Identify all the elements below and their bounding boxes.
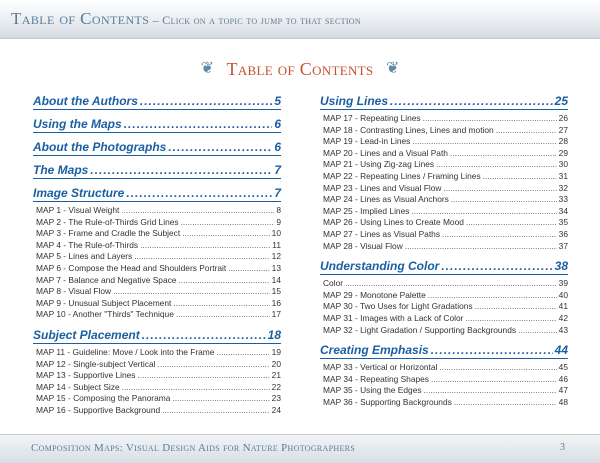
dot-leader xyxy=(412,136,556,148)
dot-leader xyxy=(431,343,553,358)
toc-left-column xyxy=(33,94,281,417)
dot-leader xyxy=(228,263,269,275)
toc-item-label: The Maps xyxy=(33,163,89,177)
toc-item-page: 17 xyxy=(271,309,281,320)
toc-entry-link[interactable] xyxy=(33,286,281,298)
dot-leader xyxy=(411,206,556,218)
toc-section-link[interactable] xyxy=(320,94,568,110)
dot-leader xyxy=(142,328,266,343)
toc-entry-link[interactable] xyxy=(33,359,281,371)
toc-entry-link[interactable] xyxy=(320,301,568,313)
toc-section-link[interactable] xyxy=(33,163,281,179)
toc-item-label: MAP 10 - Another "Thirds" Technique xyxy=(36,309,174,320)
toc-item-page: 40 xyxy=(558,289,568,300)
dot-leader xyxy=(124,117,273,132)
dot-leader xyxy=(443,183,556,195)
dot-leader xyxy=(176,309,270,321)
dot-leader xyxy=(182,228,270,240)
dot-leader xyxy=(390,94,553,109)
dot-leader xyxy=(441,259,552,274)
toc-entry-link[interactable] xyxy=(320,385,568,397)
toc-section-link[interactable] xyxy=(33,117,281,133)
toc-entry-link[interactable] xyxy=(320,325,568,337)
dot-leader xyxy=(181,217,275,229)
dot-leader xyxy=(157,359,269,371)
toc-entry-link[interactable] xyxy=(33,275,281,287)
toc-heading-text: Table of Contents xyxy=(226,59,374,79)
toc-section-link[interactable] xyxy=(33,140,281,156)
toc-item-label: Using Lines xyxy=(320,94,389,108)
toc-item-label: About the Photographs xyxy=(33,140,167,154)
dot-leader xyxy=(483,171,557,183)
footer-book-title: Composition Maps: Visual Design Aids for Nature Photographers xyxy=(31,442,356,454)
toc-item-label: MAP 29 - Monotone Palette xyxy=(323,289,426,300)
dot-leader xyxy=(428,290,557,302)
toc-entry-link[interactable] xyxy=(33,228,281,240)
dot-leader xyxy=(442,229,557,241)
toc-item-label: MAP 34 - Repeating Shapes xyxy=(323,373,429,384)
toc-item-page: 30 xyxy=(558,159,568,170)
toc-item-label: MAP 19 - Lead-in Lines xyxy=(323,136,411,147)
toc-item-page: 45 xyxy=(558,362,568,373)
toc-entry-link[interactable] xyxy=(320,278,568,290)
toc-entry-link[interactable] xyxy=(320,374,568,386)
toc-item-label: MAP 16 - Supportive Background xyxy=(36,404,161,415)
dot-leader xyxy=(140,240,270,252)
toc-item-page: 36 xyxy=(558,228,568,239)
toc-item-page: 44 xyxy=(554,343,568,358)
toc-item-page: 24 xyxy=(271,404,281,415)
dot-leader xyxy=(216,347,269,359)
toc-item-page: 27 xyxy=(558,124,568,135)
toc-item-label: MAP 6 - Compose the Head and Shoulders Portrait xyxy=(36,262,227,273)
toc-item-page: 26 xyxy=(558,113,568,123)
toc-entry-link[interactable] xyxy=(320,159,568,171)
toc-entry-link[interactable] xyxy=(33,393,281,405)
dot-leader xyxy=(168,140,272,155)
toc-item-page: 34 xyxy=(558,205,568,216)
toc-right-column xyxy=(320,94,568,408)
toc-item-page: 9 xyxy=(276,216,281,227)
dot-leader xyxy=(126,186,272,201)
toc-item-label: MAP 23 - Lines and Visual Flow xyxy=(323,182,442,193)
toc-item-page: 43 xyxy=(558,324,568,335)
header-bar xyxy=(0,0,600,39)
toc-section-link[interactable] xyxy=(320,259,568,275)
toc-entry-link[interactable] xyxy=(320,290,568,302)
dot-leader xyxy=(451,194,557,206)
toc-item-label: MAP 32 - Light Gradation / Supporting Backgrounds xyxy=(323,324,517,335)
dot-leader xyxy=(466,217,557,229)
toc-entry-link[interactable] xyxy=(320,397,568,409)
toc-item-label: MAP 1 - Visual Weight xyxy=(36,205,120,215)
dot-leader xyxy=(140,94,272,109)
toc-entry-link[interactable] xyxy=(33,251,281,263)
toc-item-page: 6 xyxy=(274,117,281,131)
toc-item-page: 39 xyxy=(558,278,568,289)
toc-item-label: MAP 15 - Composing the Panorama xyxy=(36,393,171,404)
toc-item-label: Image Structure xyxy=(33,186,125,200)
header-subtitle: – Click on a topic to jump to that section xyxy=(149,13,361,27)
toc-heading xyxy=(0,58,600,80)
toc-item-label: MAP 7 - Balance and Negative Space xyxy=(36,274,177,285)
toc-entry-link[interactable] xyxy=(33,240,281,252)
dot-leader xyxy=(518,325,557,337)
dot-leader xyxy=(450,148,557,160)
toc-item-label: MAP 36 - Supporting Backgrounds xyxy=(323,396,452,407)
toc-entry-link[interactable] xyxy=(33,370,281,382)
toc-item-label: Subject Placement xyxy=(33,327,140,342)
toc-item-label: MAP 4 - The Rule-of-Thirds xyxy=(36,239,139,250)
toc-item-label: MAP 21 - Using Zig-zag Lines xyxy=(323,159,435,170)
toc-item-page: 29 xyxy=(558,147,568,158)
toc-item-label: MAP 33 - Vertical or Horizontal xyxy=(323,362,438,373)
toc-entry-link[interactable] xyxy=(320,206,568,218)
toc-entry-link[interactable] xyxy=(33,205,281,217)
toc-item-label: MAP 12 - Single-subject Vertical xyxy=(36,358,156,369)
toc-item-label: MAP 30 - Two Uses for Light Gradations xyxy=(323,301,473,312)
dot-leader xyxy=(90,163,272,178)
toc-item-label: MAP 17 - Repeating Lines xyxy=(323,113,421,123)
toc-section-link[interactable] xyxy=(320,343,568,359)
toc-entry-link[interactable] xyxy=(33,405,281,417)
toc-item-page: 42 xyxy=(558,312,568,323)
toc-item-page: 48 xyxy=(558,396,568,407)
toc-entry-link[interactable] xyxy=(320,148,568,160)
dot-leader xyxy=(424,385,557,397)
toc-item-page: 38 xyxy=(554,259,568,274)
toc-section-link[interactable] xyxy=(33,328,281,344)
toc-item-label: Color xyxy=(323,278,344,289)
toc-item-page: 28 xyxy=(558,136,568,147)
toc-entry-link[interactable] xyxy=(33,263,281,275)
toc-entry-link[interactable] xyxy=(320,136,568,148)
toc-entry-link[interactable] xyxy=(320,362,568,374)
dot-leader xyxy=(162,405,270,417)
toc-item-label: MAP 3 - Frame and Cradle the Subject xyxy=(36,228,181,239)
toc-item-label: MAP 18 - Contrasting Lines, Lines and motion xyxy=(323,124,494,135)
dot-leader xyxy=(122,382,270,394)
toc-item-label: MAP 14 - Subject Size xyxy=(36,381,120,392)
header-title-main: Table of Contents xyxy=(11,9,150,28)
scroll-ornament-icon: ❦ xyxy=(200,60,215,77)
toc-entry-link[interactable] xyxy=(33,309,281,321)
dot-leader xyxy=(134,251,269,263)
footer-bar xyxy=(0,434,600,463)
toc-item-label: MAP 22 - Repeating Lines / Framing Lines xyxy=(323,170,481,181)
toc-entry-link[interactable] xyxy=(33,298,281,310)
toc-item-label: MAP 5 - Lines and Layers xyxy=(36,251,133,262)
dot-leader xyxy=(172,393,269,405)
toc-item-label: MAP 25 - Implied Lines xyxy=(323,205,410,216)
toc-entry-link[interactable] xyxy=(33,382,281,394)
dot-leader xyxy=(121,205,274,217)
toc-item-label: MAP 2 - The Rule-of-Thirds Grid Lines xyxy=(36,216,179,227)
toc-item-page: 15 xyxy=(271,286,281,297)
toc-item-label: MAP 8 - Visual Flow xyxy=(36,286,112,297)
toc-item-label: Understanding Color xyxy=(320,259,440,274)
dot-leader xyxy=(475,301,557,313)
toc-entry-link[interactable] xyxy=(320,171,568,183)
toc-item-page: 22 xyxy=(271,381,281,392)
toc-item-label: MAP 11 - Guideline: Move / Look into the Frame xyxy=(36,346,215,357)
dot-leader xyxy=(345,278,557,290)
toc-item-page: 20 xyxy=(271,358,281,369)
dot-leader xyxy=(454,397,557,409)
toc-item-page: 14 xyxy=(271,274,281,285)
toc-item-page: 41 xyxy=(558,301,568,312)
toc-entry-link[interactable] xyxy=(320,113,568,125)
toc-item-label: Using the Maps xyxy=(33,117,122,131)
toc-entry-link[interactable] xyxy=(320,183,568,195)
toc-item-page: 7 xyxy=(274,186,281,200)
toc-entry-link[interactable] xyxy=(320,313,568,325)
toc-item-page: 7 xyxy=(274,163,281,177)
dot-leader xyxy=(439,362,556,374)
toc-item-page: 8 xyxy=(276,205,281,215)
toc-entry-link[interactable] xyxy=(320,241,568,253)
toc-item-label: MAP 20 - Lines and a Visual Path xyxy=(323,147,448,158)
toc-item-page: 31 xyxy=(558,170,568,181)
toc-item-page: 46 xyxy=(558,373,568,384)
toc-item-page: 19 xyxy=(271,346,281,357)
toc-item-page: 18 xyxy=(267,327,281,342)
dot-leader xyxy=(137,370,269,382)
toc-item-label: About the Authors xyxy=(33,94,138,108)
toc-item-page: 33 xyxy=(558,194,568,205)
dot-leader xyxy=(423,113,557,125)
header-title xyxy=(11,9,361,29)
toc-item-page: 13 xyxy=(271,262,281,273)
dot-leader xyxy=(173,298,269,310)
toc-item-page: 10 xyxy=(271,228,281,239)
toc-item-label: MAP 13 - Supportive Lines xyxy=(36,370,136,381)
toc-section-link[interactable] xyxy=(33,94,281,110)
toc-item-page: 47 xyxy=(558,385,568,396)
toc-item-page: 6 xyxy=(274,140,281,154)
footer-page-number: 3 xyxy=(560,442,565,453)
toc-item-page: 11 xyxy=(272,239,281,250)
dot-leader xyxy=(431,374,557,386)
toc-section-link[interactable] xyxy=(33,186,281,202)
toc-item-page: 35 xyxy=(558,217,568,228)
toc-item-label: MAP 35 - Using the Edges xyxy=(323,385,422,396)
toc-entry-link[interactable] xyxy=(33,347,281,359)
dot-leader xyxy=(496,125,557,137)
scroll-ornament-icon: ❦ xyxy=(385,60,400,77)
dot-leader xyxy=(405,241,557,253)
toc-item-page: 23 xyxy=(271,393,281,404)
toc-item-label: MAP 26 - Using Lines to Create Mood xyxy=(323,217,464,228)
dot-leader xyxy=(436,159,557,171)
toc-entry-link[interactable] xyxy=(320,194,568,206)
toc-item-label: MAP 31 - Images with a Lack of Color xyxy=(323,312,464,323)
toc-item-label: MAP 24 - Lines as Visual Anchors xyxy=(323,194,449,205)
dot-leader xyxy=(465,313,556,325)
toc-item-page: 32 xyxy=(558,182,568,193)
toc-entry-link[interactable] xyxy=(33,217,281,229)
toc-item-label: Creating Emphasis xyxy=(320,343,429,358)
toc-item-label: MAP 28 - Visual Flow xyxy=(323,240,403,251)
toc-item-label: MAP 9 - Unusual Subject Placement xyxy=(36,297,172,308)
dot-leader xyxy=(113,286,270,298)
toc-item-page: 12 xyxy=(271,251,281,262)
toc-item-page: 5 xyxy=(274,94,281,108)
toc-item-page: 21 xyxy=(271,370,281,381)
toc-item-label: MAP 27 - Lines as Visual Paths xyxy=(323,228,441,239)
toc-entry-link[interactable] xyxy=(320,125,568,137)
toc-item-page: 37 xyxy=(558,240,568,251)
toc-entry-link[interactable] xyxy=(320,217,568,229)
dot-leader xyxy=(178,275,269,287)
toc-entry-link[interactable] xyxy=(320,229,568,241)
toc-item-page: 25 xyxy=(554,94,568,108)
toc-item-page: 16 xyxy=(271,297,281,308)
